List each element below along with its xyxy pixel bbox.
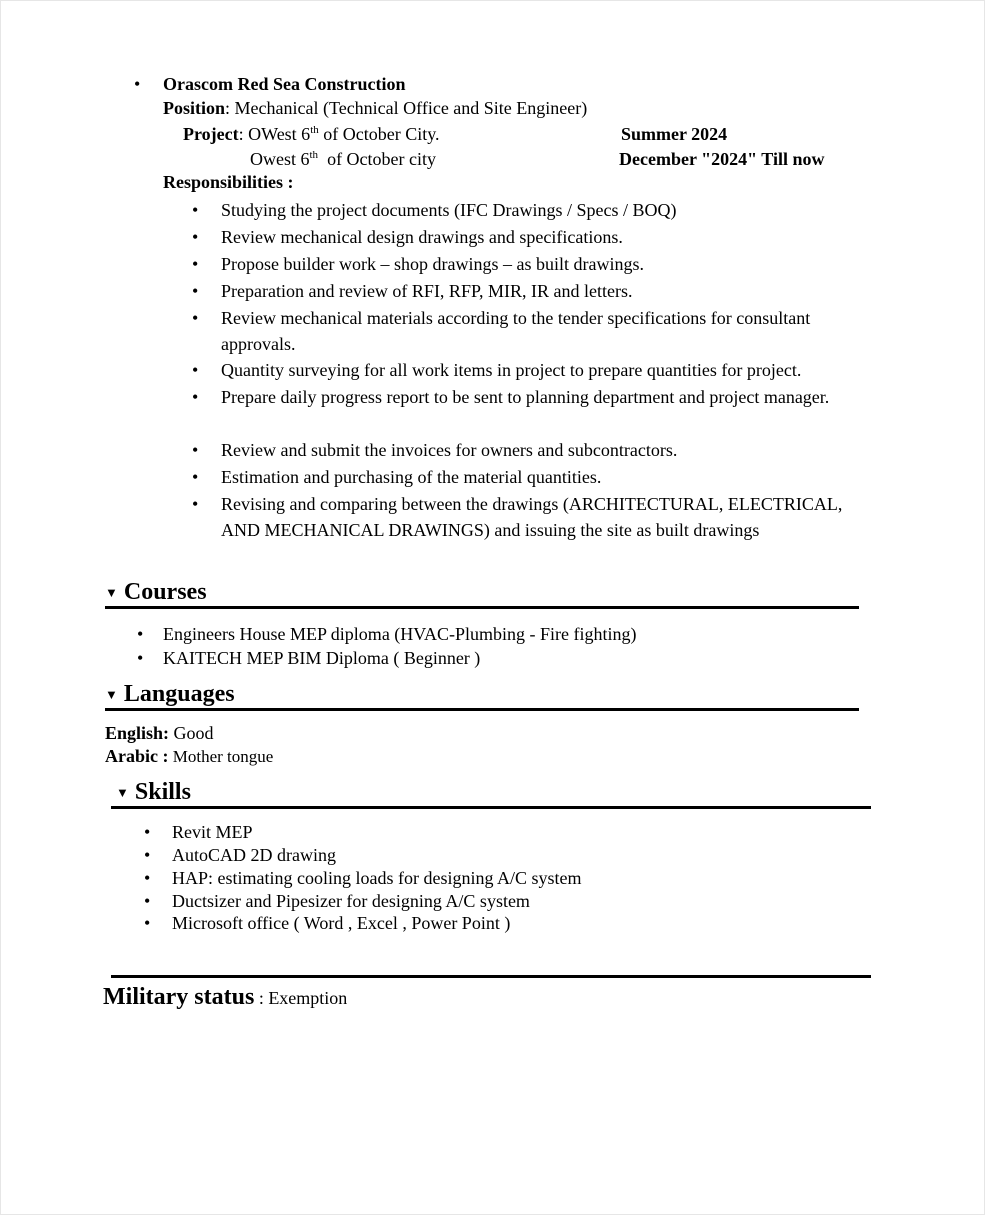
responsibility-item: Review mechanical materials according to the tender specifications for consultant approvals. <box>221 308 811 354</box>
language-label: English: <box>105 723 170 743</box>
language-english <box>105 722 214 744</box>
position-label: Position <box>163 98 226 118</box>
bullet-icon: • <box>192 281 199 301</box>
language-level: Mother tongue <box>168 747 274 766</box>
triangle-icon: ▼ <box>105 687 118 702</box>
bullet-icon: • <box>192 200 199 220</box>
bullet-icon: • <box>192 254 199 274</box>
section-divider <box>105 606 859 609</box>
responsibility-item: Review mechanical design drawings and specifications. <box>221 227 623 247</box>
bullet-icon: • <box>192 308 199 328</box>
responsibility-item: Propose builder work – shop drawings – as built drawings. <box>221 254 644 274</box>
responsibility-item: Studying the project documents (IFC Drawings / Specs / BOQ) <box>221 200 677 220</box>
bullet-icon: • <box>192 227 199 247</box>
skills-heading <box>116 778 191 807</box>
position-line <box>163 97 587 119</box>
bullet-icon: • <box>144 868 151 888</box>
responsibility-item: Preparation and review of RFI, RFP, MIR, IR and letters. <box>221 281 633 301</box>
bullet-icon: • <box>192 494 199 514</box>
bullet-icon: • <box>192 360 199 380</box>
section-divider <box>105 708 859 711</box>
project-text: Owest 6 <box>250 149 310 169</box>
courses-heading <box>105 578 207 607</box>
course-item: KAITECH MEP BIM Diploma ( Beginner ) <box>163 648 481 668</box>
project-label: Project <box>183 124 239 144</box>
superscript: th <box>309 149 319 161</box>
bullet-icon: • <box>144 845 151 865</box>
responsibility-item: Prepare daily progress report to be sent to planning department and project manager. <box>221 387 830 407</box>
course-item: Engineers House MEP diploma (HVAC-Plumbing - Fire fighting) <box>163 624 637 644</box>
military-status <box>103 983 347 1011</box>
responsibility-item: Revising and comparing between the drawings (ARCHITECTURAL, ELECTRICAL, AND MECHANICAL DRAWINGS) and issuing the site as built drawings <box>221 494 843 540</box>
section-divider <box>111 806 871 809</box>
bullet-icon: • <box>144 891 151 911</box>
project-date-1: Summer 2024 <box>621 124 728 144</box>
languages-title: Languages <box>123 681 235 707</box>
bullet-icon: • <box>192 387 199 407</box>
bullet-icon: • <box>192 467 199 487</box>
superscript: th <box>310 124 319 136</box>
project-text: of October City. <box>318 124 440 144</box>
military-value: : Exemption <box>254 988 348 1008</box>
responsibility-item: Estimation and purchasing of the material quantities. <box>221 467 602 487</box>
languages-heading <box>105 680 235 709</box>
project-line-2 <box>250 148 436 170</box>
responsibility-item: Quantity surveying for all work items in project to prepare quantities for project. <box>221 360 802 380</box>
bullet-icon: • <box>144 913 151 933</box>
skill-item: AutoCAD 2D drawing <box>172 845 336 865</box>
skill-item: HAP: estimating cooling loads for designing A/C system <box>172 868 582 888</box>
language-level: Good <box>169 723 214 743</box>
language-arabic <box>105 745 273 768</box>
bullet-icon: • <box>137 648 144 668</box>
responsibility-item: Review and submit the invoices for owners and subcontractors. <box>221 440 678 460</box>
triangle-icon: ▼ <box>116 785 129 800</box>
project-text: of October city <box>318 149 437 169</box>
skill-item: Microsoft office ( Word , Excel , Power Point ) <box>172 913 511 933</box>
military-label: Military status <box>103 984 255 1010</box>
project-text: : OWest 6 <box>238 124 311 144</box>
skill-item: Ductsizer and Pipesizer for designing A/C system <box>172 891 530 911</box>
position-value: : Mechanical (Technical Office and Site Engineer) <box>225 98 588 118</box>
section-divider <box>111 975 871 978</box>
project-line-1 <box>183 123 440 145</box>
bullet-icon: • <box>137 624 144 644</box>
company-name: Orascom Red Sea Construction <box>163 74 406 94</box>
courses-title: Courses <box>123 579 207 605</box>
skill-item: Revit MEP <box>172 822 253 842</box>
bullet-icon: • <box>144 822 151 842</box>
skills-title: Skills <box>134 779 191 805</box>
responsibilities-label: Responsibilities : <box>163 172 294 192</box>
language-label: Arabic : <box>105 746 169 766</box>
bullet-icon: • <box>192 440 199 460</box>
bullet-icon: • <box>134 74 141 94</box>
project-date-2: December "2024" Till now <box>619 149 825 169</box>
triangle-icon: ▼ <box>105 585 118 600</box>
